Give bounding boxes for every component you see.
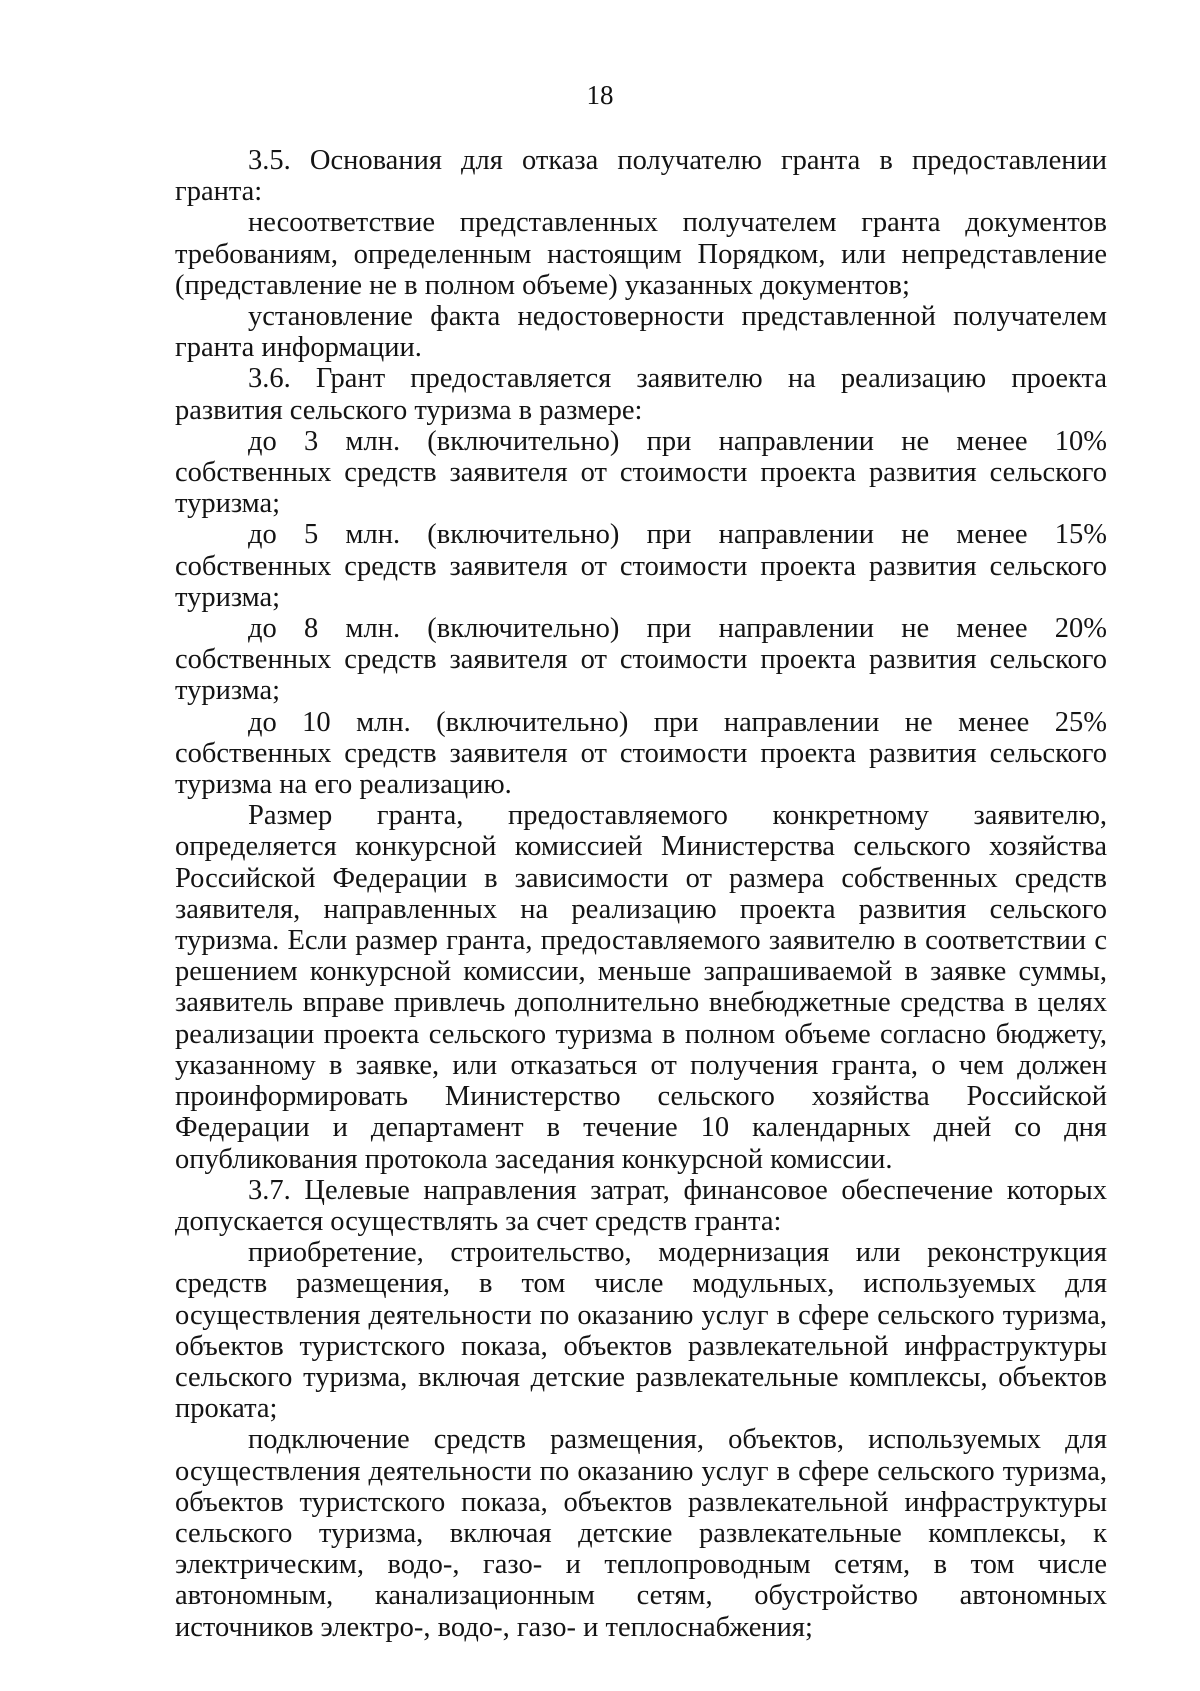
- paragraph-grant-size-determination: Размер гранта, предоставляемого конкретному заявителю, определяется конкурсной комиссией Министерства сельского хозяйства Российской Федерации в зависимости от размера собственных средств заявителя, направленных на реализацию проекта развития сельского туризма. Если размер гранта, предоставляемого заявителю в соответствии с решением конкурсной комиссии, меньше запрашиваемой в заявке суммы, заявитель вправе привлечь дополнительно внебюджетные средства в целях реализации проекта сельского туризма в полном объеме согласно бюджету, указанному в заявке, или отказаться от получения гранта, о чем должен проинформировать Министерство сельского хозяйства Российской Федерации и департамент в течение 10 календарных дней со дня опубликования протокола заседания конкурсной комиссии.: [175, 800, 1107, 1175]
- paragraph-cost-direction-1: приобретение, строительство, модернизация или реконструкция средств размещения, в том числе модульных, используемых для осуществления деятельности по оказанию услуг в сфере сельского туризма, объектов туристского показа, объектов развлекательной инфраструктуры сельского туризма, включая детские развлекательные комплексы, объектов проката;: [175, 1237, 1107, 1425]
- document-body: [175, 145, 1107, 1643]
- page-number: 18: [586, 80, 614, 110]
- paragraph-grant-tier-8mln: до 8 млн. (включительно) при направлении не менее 20% собственных средств заявителя от стоимости проекта развития сельского туризма;: [175, 613, 1107, 707]
- paragraph-3-7-heading: 3.7. Целевые направления затрат, финансовое обеспечение которых допускается осуществлять за счет средств гранта:: [175, 1174, 1107, 1237]
- paragraph-3-5-heading: 3.5. Основания для отказа получателю гранта в предоставлении гранта:: [175, 145, 1107, 208]
- paragraph-cost-direction-2: подключение средств размещения, объектов, используемых для осуществления деятельности по оказанию услуг в сфере сельского туризма, объектов туристского показа, объектов развлекательной инфраструктуры сельского туризма, включая детские развлекательные комплексы, к электрическим, водо-, газо- и теплопроводным сетям, в том числе автономным, канализационным сетям, обустройство автономных источников электро-, водо-, газо- и теплоснабжения;: [175, 1424, 1107, 1643]
- paragraph-grant-tier-5mln: до 5 млн. (включительно) при направлении не менее 15% собственных средств заявителя от стоимости проекта развития сельского туризма;: [175, 519, 1107, 613]
- paragraph-grant-tier-10mln: до 10 млн. (включительно) при направлении не менее 25% собственных средств заявителя от стоимости проекта развития сельского туризма на его реализацию.: [175, 706, 1107, 801]
- paragraph-refusal-reason-2: установление факта недостоверности представленной получателем гранта информации.: [175, 301, 1107, 364]
- paragraph-grant-tier-3mln: до 3 млн. (включительно) при направлении не менее 10% собственных средств заявителя от стоимости проекта развития сельского туризма;: [175, 425, 1107, 520]
- paragraph-refusal-reason-1: несоответствие представленных получателем гранта документов требованиям, определенным настоящим Порядком, или непредставление (представление не в полном объеме) указанных документов;: [175, 207, 1107, 301]
- paragraph-3-6-heading: 3.6. Грант предоставляется заявителю на реализацию проекта развития сельского туризма в размере:: [175, 363, 1107, 426]
